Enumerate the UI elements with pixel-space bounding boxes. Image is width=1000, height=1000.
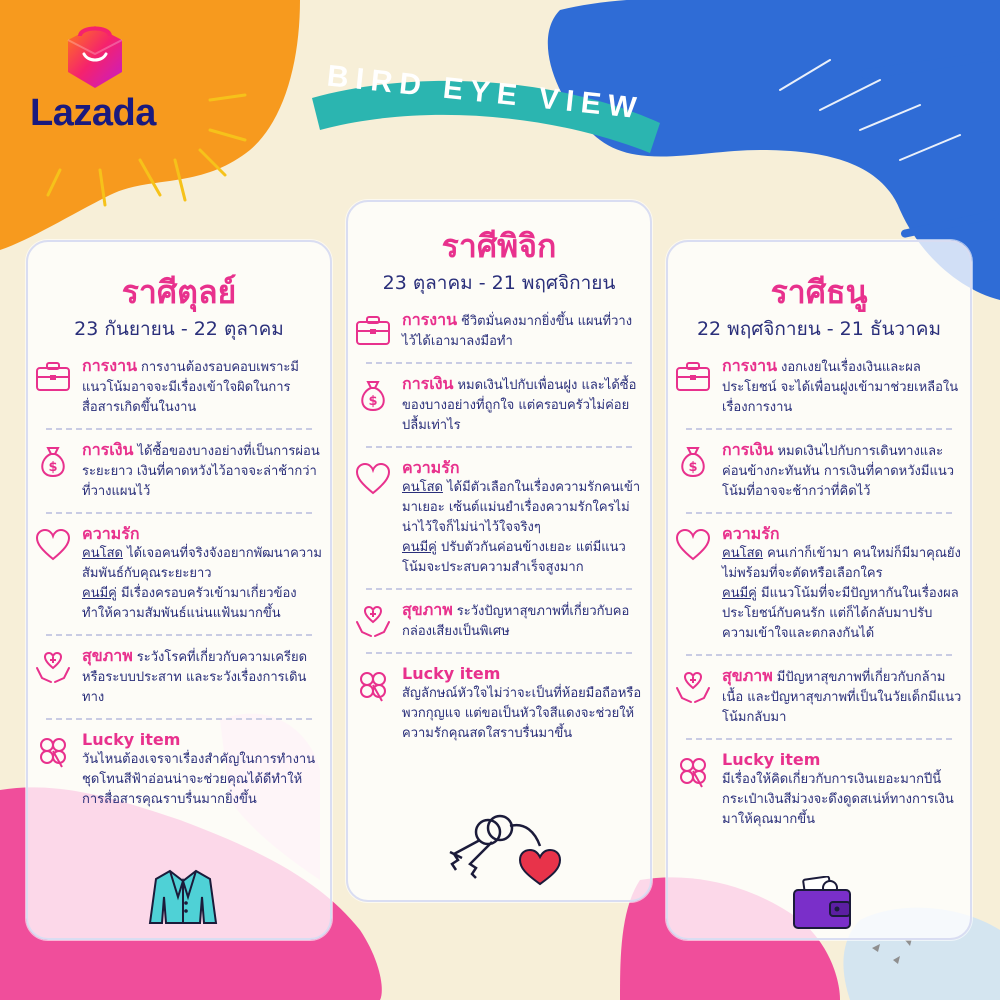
divider	[686, 738, 952, 740]
purple-wallet-icon	[790, 876, 854, 930]
clover-icon	[34, 732, 72, 770]
lucky-text: มีเรื่องให้คิดเกี่ยวกับการเงินเยอะมากปีนี้กระเป๋าเงินสีม่วงจะดึงดูดสเน่ห์ทางการเงินมาให้คุณมากขึ้น	[722, 772, 954, 827]
single-text: คนเก่าก็เข้ามา คนใหม่ก็มีมาคุณยังไม่พร้อมที่จะตัดหรือเลือกใคร	[722, 546, 961, 581]
zodiac-card-scorpio	[346, 200, 652, 902]
lucky-text: วันไหนต้องเจรจาเรื่องสำคัญในการทำงานชุดโทนสีฟ้าอ่อนน่าจะช่วยคุณได้ดีทำให้การสื่อสารคุณราบรื่นมากยิ่งขึ้น	[82, 752, 316, 807]
couple-text: มีแนวโน้มที่จะมีปัญหากันในเรื่องผลประโยชน์กับคนรัก แต่ก็ได้กลับมาปรับความเข้าใจและตกลงกันได้	[722, 586, 959, 641]
sign-date: 22 พฤศจิกายน - 21 ธันวาคม	[696, 318, 942, 340]
money-label: การเงิน	[402, 374, 454, 393]
love-label: ความรัก	[82, 524, 140, 543]
work-section	[674, 356, 970, 418]
money-bag-icon	[34, 442, 72, 480]
health-text: ระวังปัญหาสุขภาพที่เกี่ยวกับคอ กล่องเสียงเป็นพิเศษ	[402, 604, 630, 639]
couple-label: คนมีคู่	[402, 540, 437, 555]
heart-icon	[34, 526, 72, 564]
love-section	[674, 524, 970, 644]
svg-text:$: $	[688, 460, 698, 475]
money-bag-icon	[354, 376, 392, 414]
couple-label: คนมีคู่	[722, 586, 757, 601]
love-label: ความรัก	[722, 524, 780, 543]
lucky-label: Lucky item	[722, 750, 821, 769]
divider	[46, 634, 312, 636]
divider	[366, 362, 632, 364]
health-section	[34, 646, 330, 708]
heart-keychain-icon	[440, 812, 570, 888]
love-section	[354, 458, 650, 578]
svg-text:$: $	[48, 460, 58, 475]
money-section	[674, 440, 970, 502]
couple-text: มีเรื่องครอบครัวเข้ามาเกี่ยวข้องทำให้ความสัมพันธ์แน่นแฟ้นมากขึ้น	[82, 586, 297, 621]
divider	[686, 512, 952, 514]
single-label: คนโสด	[82, 546, 123, 561]
svg-text:$: $	[368, 394, 378, 409]
blazer-icon	[148, 867, 218, 927]
lazada-wordmark: Lazada	[30, 92, 156, 134]
sign-title: ราศีพิจิก	[441, 227, 557, 265]
divider	[46, 718, 312, 720]
work-text: ชีวิตมั่นคงมากยิ่งขึ้น แผนที่วางไว้ได้เอามาลงมือทำ	[402, 314, 633, 349]
money-label: การเงิน	[722, 440, 774, 459]
lucky-section	[674, 750, 970, 830]
health-text: ระวังโรคที่เกี่ยวกับความเครียดหรือระบบประสาท และระวังเรื่องการเดินทาง	[82, 650, 308, 705]
money-label: การเงิน	[82, 440, 134, 459]
sign-date: 23 กันยายน - 22 ตุลาคม	[74, 318, 284, 340]
lucky-label: Lucky item	[82, 730, 181, 749]
sign-title: ราศีธนู	[770, 273, 868, 311]
money-text: หมดเงินไปกับการเดินทางและค่อนข้างกะทันหัน การเงินที่คาดหวังมีแนวโน้มที่อาจจะช้ากว่าที่คิดไว้	[722, 444, 955, 499]
divider	[46, 512, 312, 514]
briefcase-icon	[354, 312, 392, 350]
couple-text: ปรับตัวกันค่อนข้างเยอะ แต่มีแนวโน้มจะประสบความสำเร็จสูงมาก	[402, 540, 626, 575]
health-label: สุขภาพ	[402, 600, 453, 619]
divider	[686, 428, 952, 430]
money-text: หมดเงินไปกับเพื่อนฝูง และได้ซื้อของบางอย่างที่ถูกใจ แต่ครอบครัวไม่ค่อยปลื้มเท่าไร	[402, 378, 637, 433]
work-section	[34, 356, 330, 418]
health-section	[354, 600, 650, 642]
lucky-label: Lucky item	[402, 664, 501, 683]
work-text: งอกเงยในเรื่องเงินและผลประโยชน์ จะได้เพื่อนฝูงเข้ามาช่วยเหลือในเรื่องการงาน	[722, 360, 959, 415]
work-text: การงานต้องรอบคอบเพราะมีแนวโน้มอาจจะมีเรื่องเข้าใจผิดในการสื่อสารเกิดขึ้นในงาน	[82, 360, 299, 415]
lucky-text: สัญลักษณ์หัวใจไม่ว่าจะเป็นที่ห้อยมือถือหรือพวกกุญแจ แต่ขอเป็นหัวใจสีแดงจะช่วยให้ความรักคุณสดใสราบรื่นมาขึ้น	[402, 686, 642, 741]
heart-icon	[354, 460, 392, 498]
health-hands-icon	[674, 668, 712, 706]
work-label: การงาน	[722, 356, 777, 375]
health-text: มีปัญหาสุขภาพที่เกี่ยวกับกล้ามเนื้อ และปัญหาสุขภาพที่เป็นในวัยเด็กมีแนวโน้มกลับมา	[722, 670, 962, 725]
briefcase-icon	[34, 358, 72, 396]
health-hands-icon	[354, 602, 392, 640]
divider	[366, 652, 632, 654]
clover-icon	[354, 666, 392, 704]
sign-date: 23 ตุลาคม - 21 พฤศจิกายน	[382, 272, 616, 294]
love-label: ความรัก	[402, 458, 460, 477]
work-label: การงาน	[402, 310, 457, 329]
health-label: สุขภาพ	[82, 646, 133, 665]
work-section	[354, 310, 650, 352]
divider	[366, 588, 632, 590]
love-section	[34, 524, 330, 624]
divider	[366, 446, 632, 448]
health-section	[674, 666, 970, 728]
single-label: คนโสด	[722, 546, 763, 561]
zodiac-card-libra	[26, 240, 332, 940]
heart-icon	[674, 526, 712, 564]
divider	[46, 428, 312, 430]
health-label: สุขภาพ	[722, 666, 773, 685]
money-section	[34, 440, 330, 502]
lucky-section	[354, 664, 650, 744]
lazada-box-icon	[60, 22, 130, 92]
lucky-section	[34, 730, 330, 810]
single-label: คนโสด	[402, 480, 443, 495]
work-label: การงาน	[82, 356, 137, 375]
lazada-logo	[30, 22, 180, 142]
briefcase-icon	[674, 358, 712, 396]
health-hands-icon	[34, 648, 72, 686]
money-text: ได้ซื้อของบางอย่างที่เป็นการผ่อนระยะยาว เงินที่คาดหวังไว้อาจจะล่าช้ากว่าที่วางแผนไว้	[82, 444, 320, 499]
money-section	[354, 374, 650, 436]
zodiac-card-sagittarius	[666, 240, 972, 940]
banner-title: BIRD EYE VIEW	[325, 59, 645, 126]
single-text: ได้มีตัวเลือกในเรื่องความรักคนเข้ามาเยอะ เซ้นต์แม่นยำเรื่องความรักใครไม่น่าไว้ใจก็ไม่น่าไว้ใจจริงๆ	[402, 480, 641, 535]
sign-title: ราศีตุลย์	[121, 273, 237, 311]
single-text: ได้เจอคนที่จริงจังอยากพัฒนาความสัมพันธ์กับคุณระยะยาว	[82, 546, 322, 581]
couple-label: คนมีคู่	[82, 586, 117, 601]
divider	[686, 654, 952, 656]
clover-icon	[674, 752, 712, 790]
money-bag-icon	[674, 442, 712, 480]
